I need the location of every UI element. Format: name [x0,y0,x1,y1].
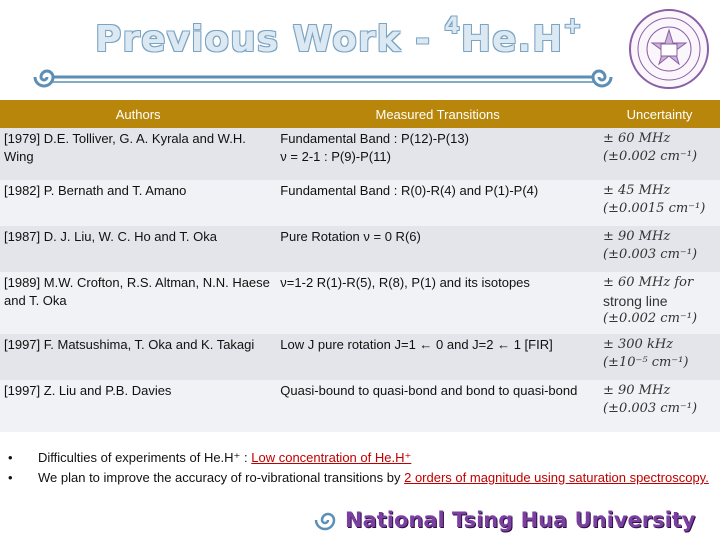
transitions-cell: Pure Rotation ν = 0 R(6) [276,226,599,272]
bullet-icon: • [8,450,13,465]
previous-work-table [0,100,720,432]
bullet-list [6,448,718,488]
list-item: • We plan to improve the accuracy of ro-vibrational transitions by 2 orders of magnitude using saturation spectroscopy. [6,468,718,488]
university-seal-icon [628,8,710,90]
header-authors: Authors [0,100,276,128]
bullet-icon: • [8,470,13,485]
transitions-cell: ν=1-2 R(1)-R(5), R(8), P(1) and its isotopes [276,272,599,334]
table-row [0,128,720,180]
swirl-divider-icon [28,62,618,92]
transitions-cell: Fundamental Band : P(12)-P(13) ν = 2-1 : P(9)-P(11) [276,128,599,180]
transitions-cell: Low J pure rotation J=1 ← 0 and J=2 ← 1 [FIR] [276,334,599,380]
table-row [0,226,720,272]
university-name: National Tsing Hua University [345,508,696,532]
authors-cell: [1997] Z. Liu and P.B. Davies [0,380,276,432]
table-row [0,180,720,226]
list-item: • Difficulties of experiments of He.H⁺ : Low concentration of He.H⁺ [6,448,718,468]
header-uncertainty: Uncertainty [599,100,720,128]
authors-cell: [1997] F. Matsushima, T. Oka and K. Takagi [0,334,276,380]
header-transitions: Measured Transitions [276,100,599,128]
uncertainty-cell: ± 300 kHz (±10⁻⁵ cm⁻¹) [599,334,720,380]
slide-title: Previous Work - $^4$He.H+ [95,14,583,60]
uncertainty-cell: ± 45 MHz (±0.0015 cm⁻¹) [599,180,720,226]
authors-cell: [1982] P. Bernath and T. Amano [0,180,276,226]
table-row [0,272,720,334]
highlight-text: Low concentration of He.H⁺ [251,450,412,465]
uncertainty-cell: ± 60 MHz for strong line (±0.002 cm⁻¹) [599,272,720,334]
table-header-row [0,100,720,128]
transitions-cell: Fundamental Band : R(0)-R(4) and P(1)-P(4) [276,180,599,226]
highlight-text: 2 orders of magnitude using saturation spectroscopy. [404,470,709,485]
swirl-ornament-icon [310,505,340,535]
uncertainty-cell: ± 90 MHz (±0.003 cm⁻¹) [599,226,720,272]
transitions-cell: Quasi-bound to quasi-bond and bond to quasi-bond [276,380,599,432]
uncertainty-cell: ± 90 MHz (±0.003 cm⁻¹) [599,380,720,432]
uncertainty-cell: ± 60 MHz (±0.002 cm⁻¹) [599,128,720,180]
table-row [0,334,720,380]
authors-cell: [1979] D.E. Tolliver, G. A. Kyrala and W.H. Wing [0,128,276,180]
authors-cell: [1987] D. J. Liu, W. C. Ho and T. Oka [0,226,276,272]
authors-cell: [1989] M.W. Crofton, R.S. Altman, N.N. Haese and T. Oka [0,272,276,334]
table-row [0,380,720,432]
